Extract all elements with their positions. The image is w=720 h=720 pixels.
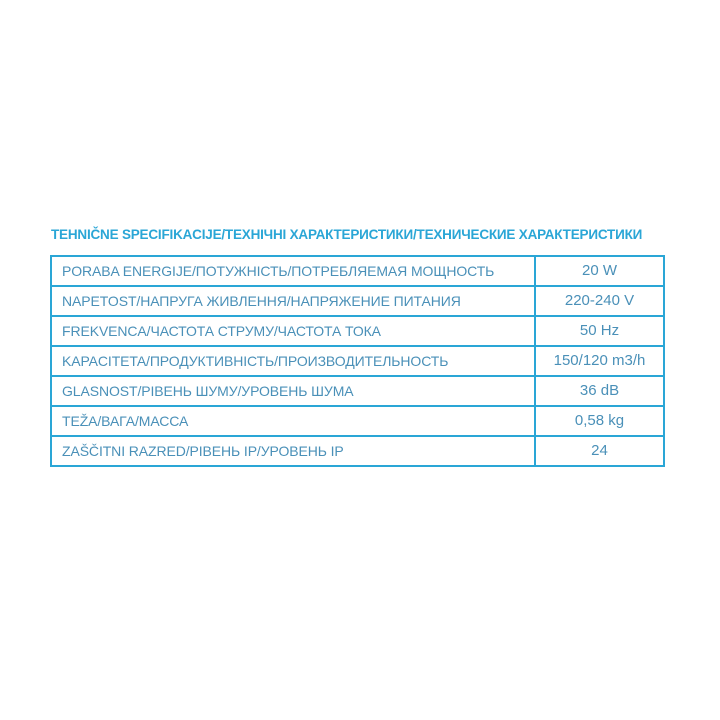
spec-value-power: 20 W xyxy=(535,256,664,286)
spec-value-capacity: 150/120 m3/h xyxy=(535,346,664,376)
spec-label-weight: TEŽA/ВАГА/МАССА xyxy=(51,406,535,436)
spec-label-frequency: FREKVENCA/ЧАСТОТА СТРУМУ/ЧАСТОТА ТОКА xyxy=(51,316,535,346)
spec-value-frequency: 50 Hz xyxy=(535,316,664,346)
spec-label-power: PORABA ENERGIJE/ПОТУЖНІСТЬ/ПОТРЕБЛЯЕМАЯ МОЩНОСТЬ xyxy=(51,256,535,286)
spec-label-ip-rating: ZAŠČITNI RAZRED/РІВЕНЬ IP/УРОВЕНЬ IP xyxy=(51,436,535,466)
table-row xyxy=(51,376,664,406)
table-row xyxy=(51,256,664,286)
spec-label-capacity: KAPACITETA/ПРОДУКТИВНІСТЬ/ПРОИЗВОДИТЕЛЬНОСТЬ xyxy=(51,346,535,376)
spec-value-ip-rating: 24 xyxy=(535,436,664,466)
spec-title: TEHNIČNE SPECIFIKACIJE/ТЕХНІЧНІ ХАРАКТЕРИСТИКИ/ТЕХНИЧЕСКИЕ ХАРАКТЕРИСТИКИ xyxy=(51,227,643,242)
table-row xyxy=(51,346,664,376)
table-row xyxy=(51,406,664,436)
spec-label-noise: GLASNOST/РІВЕНЬ ШУМУ/УРОВЕНЬ ШУМА xyxy=(51,376,535,406)
table-row xyxy=(51,286,664,316)
spec-table xyxy=(50,255,665,467)
table-row xyxy=(51,316,664,346)
spec-label-voltage: NAPETOST/НАПРУГА ЖИВЛЕННЯ/НАПРЯЖЕНИЕ ПИТАНИЯ xyxy=(51,286,535,316)
spec-value-noise: 36 dB xyxy=(535,376,664,406)
table-row xyxy=(51,436,664,466)
spec-value-weight: 0,58 kg xyxy=(535,406,664,436)
spec-value-voltage: 220-240 V xyxy=(535,286,664,316)
